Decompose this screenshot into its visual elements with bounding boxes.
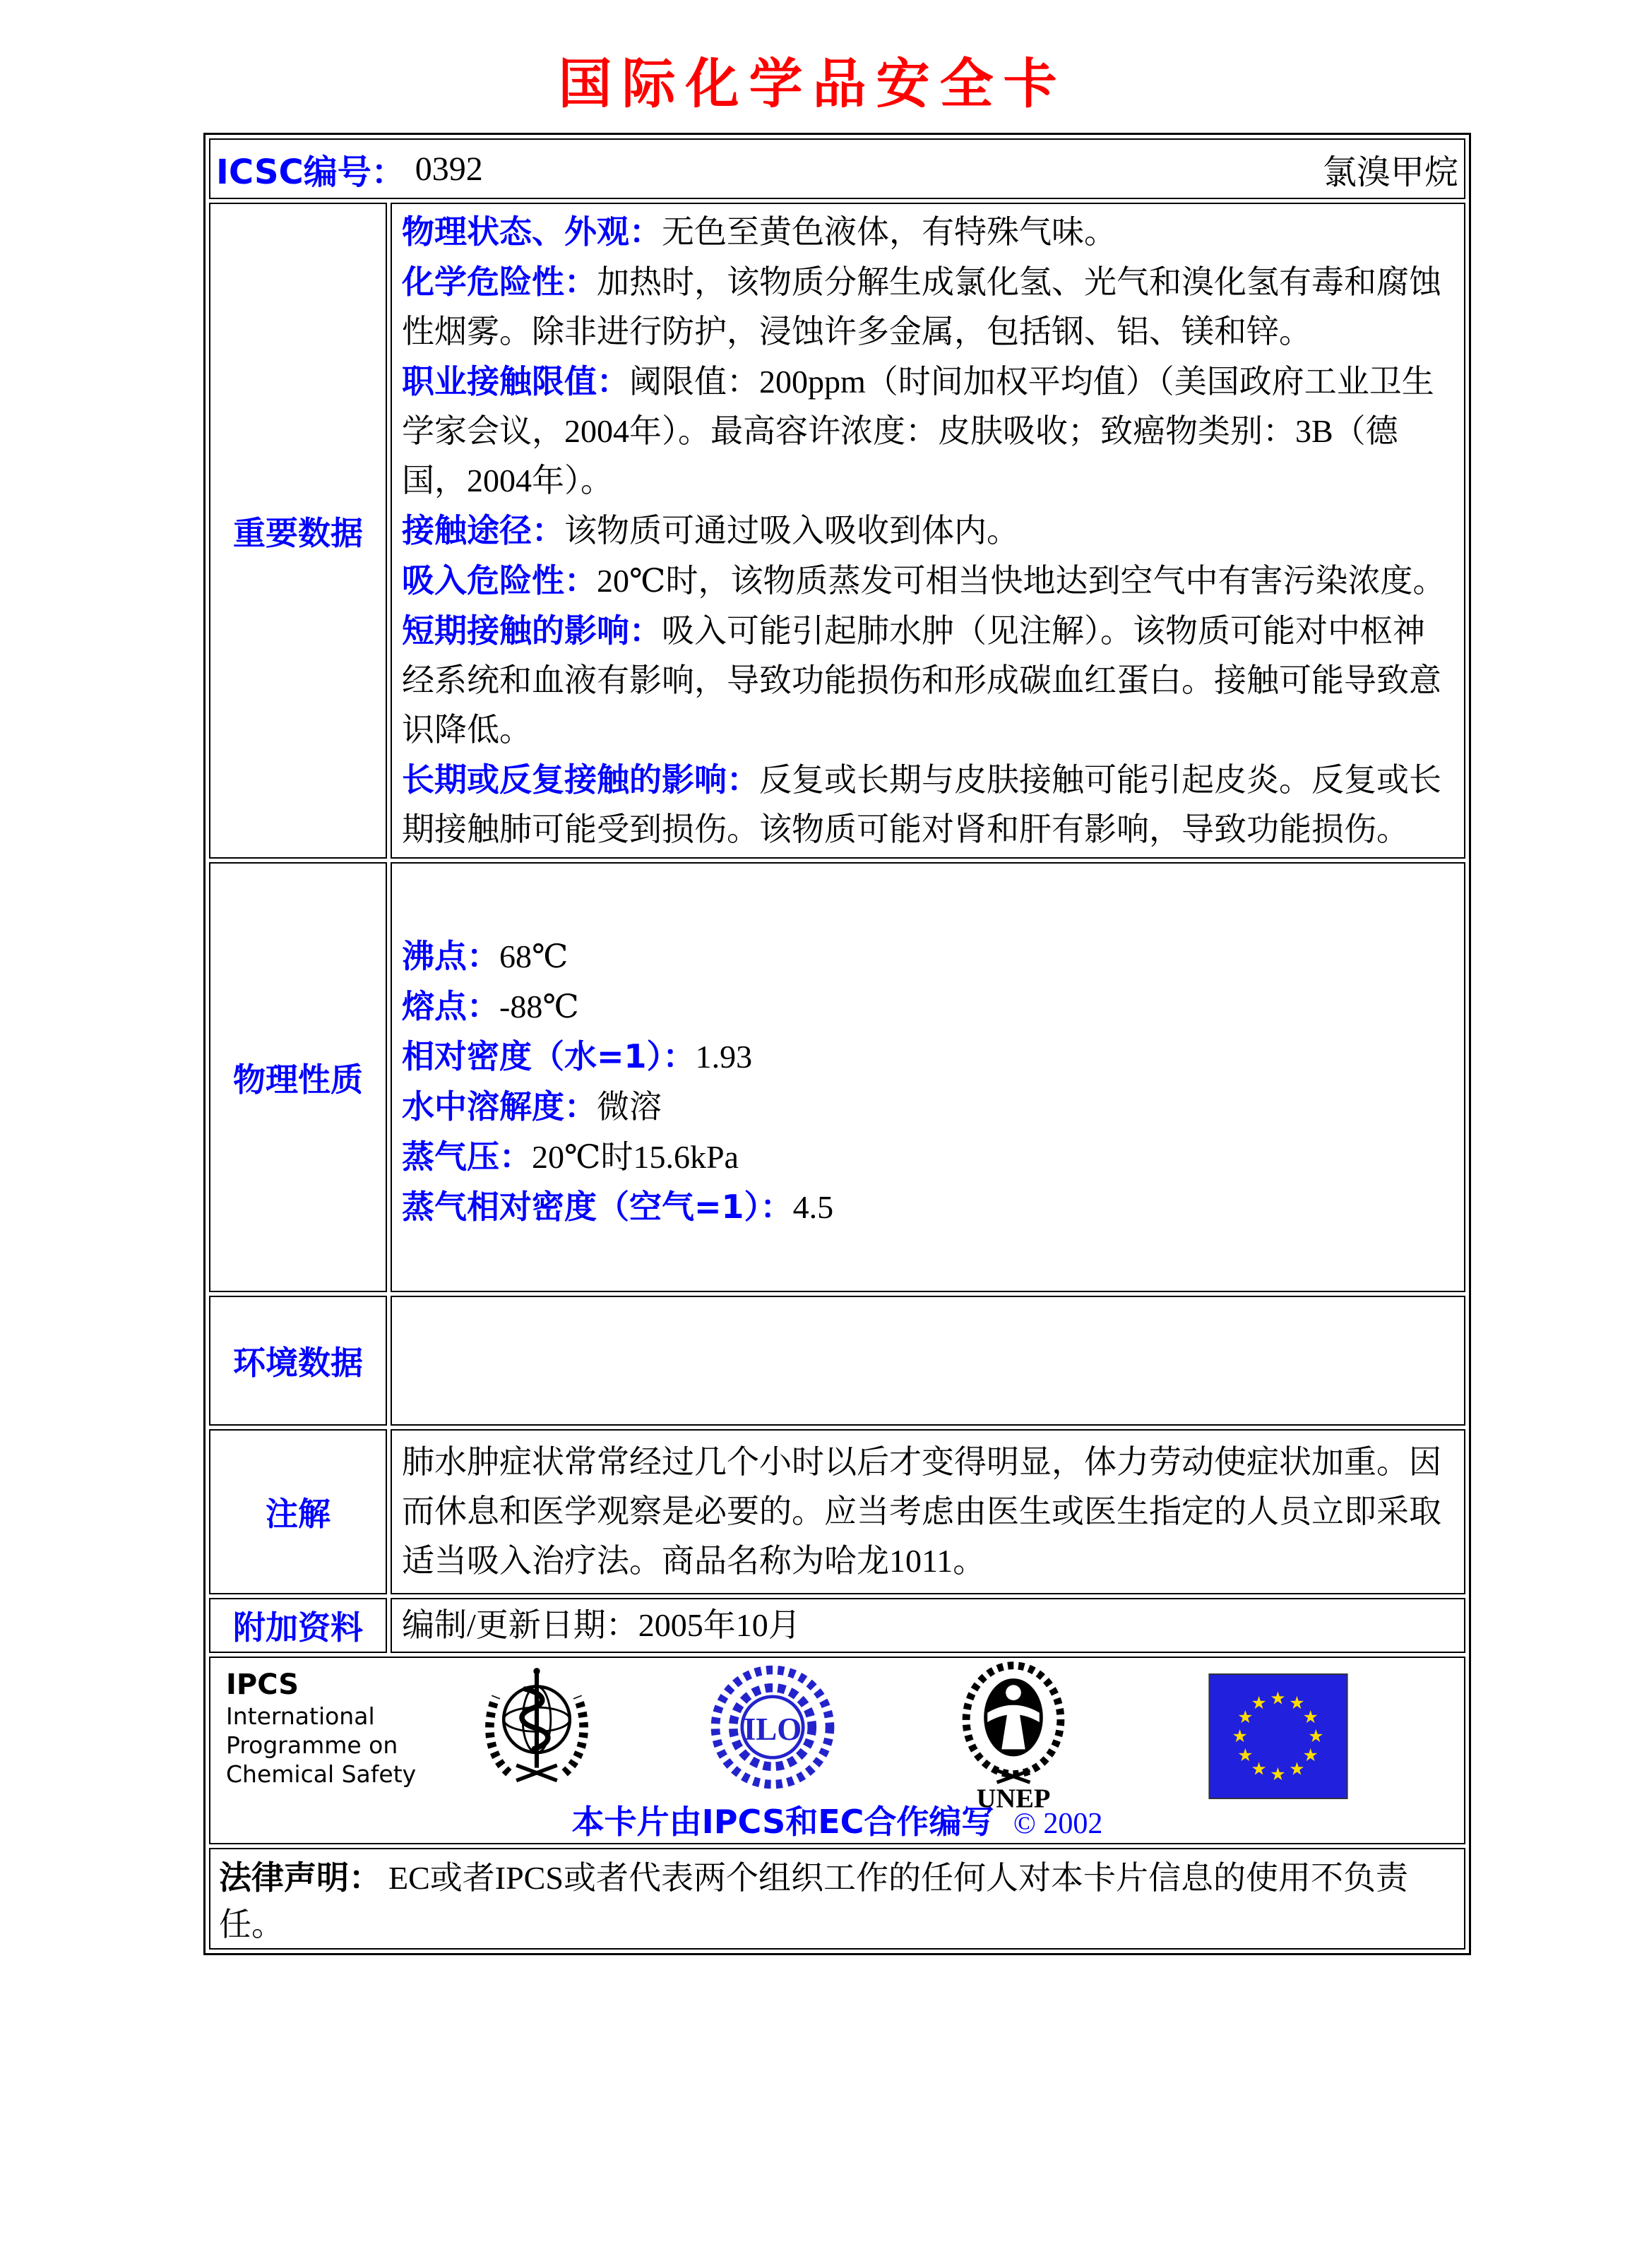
svg-text:★: ★ bbox=[1237, 1707, 1254, 1728]
data-item bbox=[402, 606, 1454, 755]
ilo-logo-icon bbox=[709, 1664, 836, 1791]
item-label: 熔点： bbox=[402, 986, 499, 1025]
ipcs-acronym: IPCS bbox=[226, 1669, 299, 1701]
data-item bbox=[402, 506, 1454, 556]
additional-info-row bbox=[209, 1598, 1465, 1653]
item-text: 吸入可能引起肺水肿（见注解）。该物质可能对中枢神经系统和血液有影响，导致功能损伤和形成碳血红蛋白。接触可能导致意识降低。 bbox=[402, 613, 1441, 748]
data-item bbox=[402, 257, 1454, 357]
environmental-data-row bbox=[209, 1296, 1465, 1426]
eu-flag-icon bbox=[1208, 1673, 1349, 1799]
item-label: 长期或反复接触的影响： bbox=[402, 760, 759, 799]
property-item bbox=[402, 1082, 1454, 1132]
item-text: 68℃ bbox=[499, 938, 569, 974]
data-item bbox=[402, 755, 1454, 854]
footer-caption-main: 本卡片由IPCS和EC合作编写 bbox=[571, 1803, 994, 1841]
svg-text:★: ★ bbox=[1270, 1688, 1286, 1709]
header-cell bbox=[209, 138, 1465, 199]
important-data-row-label: 重要数据 bbox=[209, 203, 387, 859]
ilo-monogram: ILO bbox=[743, 1712, 802, 1747]
svg-text:★: ★ bbox=[1270, 1764, 1286, 1785]
footer-logos bbox=[210, 1658, 1464, 1843]
legal-label: 法律声明： bbox=[219, 1858, 381, 1897]
item-text: 无色至黄色液体，有特殊气味。 bbox=[662, 214, 1117, 250]
data-item bbox=[402, 357, 1454, 506]
svg-text:★: ★ bbox=[1302, 1745, 1319, 1766]
item-label: 物理状态、外观： bbox=[402, 213, 662, 251]
physical-properties-content bbox=[391, 862, 1465, 1292]
item-text: 该物质可通过吸入吸收到体内。 bbox=[564, 513, 1019, 549]
notes-row bbox=[209, 1429, 1465, 1594]
data-item bbox=[402, 207, 1454, 257]
header-row bbox=[209, 138, 1465, 199]
svg-text:★: ★ bbox=[1289, 1758, 1305, 1779]
important-data-content bbox=[391, 203, 1465, 859]
page-title: 国际化学品安全卡 bbox=[558, 52, 1067, 115]
notes-row-label: 注解 bbox=[209, 1429, 387, 1594]
logos-cell bbox=[209, 1657, 1465, 1844]
icsc-number-value: 0392 bbox=[415, 150, 483, 188]
icsc-card-table bbox=[203, 133, 1471, 1955]
svg-text:★: ★ bbox=[1232, 1726, 1248, 1747]
ipcs-line: Chemical Safety bbox=[226, 1760, 417, 1788]
ipcs-line: International bbox=[226, 1702, 375, 1730]
svg-text:★: ★ bbox=[1302, 1707, 1319, 1728]
item-label: 水中溶解度： bbox=[402, 1087, 597, 1126]
item-text: 微溶 bbox=[597, 1088, 662, 1125]
footer-caption-copyright: © 2002 bbox=[1013, 1808, 1103, 1840]
environmental-data-content bbox=[391, 1296, 1465, 1426]
item-text: 4.5 bbox=[792, 1188, 834, 1225]
physical-properties-row-label: 物理性质 bbox=[209, 862, 387, 1292]
item-label: 相对密度（水=1）： bbox=[402, 1037, 696, 1075]
item-text: 20℃时15.6kPa bbox=[532, 1138, 739, 1175]
property-item bbox=[402, 981, 1454, 1032]
svg-text:★: ★ bbox=[1308, 1726, 1324, 1747]
item-label: 蒸气相对密度（空气=1）： bbox=[402, 1187, 793, 1226]
legal-text: EC或者IPCS或者代表两个组织工作的任何人对本卡片信息的使用不负责任。 bbox=[219, 1860, 1408, 1942]
footer-caption bbox=[210, 1796, 1464, 1843]
item-text: 阈限值：200ppm（时间加权平均值）（美国政府工业卫生学家会议，2004年）。最高容许浓度：皮肤吸收；致癌物类别：3B（德国，2004年）。 bbox=[402, 364, 1434, 499]
important-data-row bbox=[209, 203, 1465, 859]
item-label: 沸点： bbox=[402, 936, 499, 975]
svg-text:★: ★ bbox=[1251, 1758, 1267, 1779]
environmental-data-row-label: 环境数据 bbox=[209, 1296, 387, 1426]
ipcs-line: Programme on bbox=[226, 1731, 398, 1759]
property-item bbox=[402, 1032, 1454, 1082]
item-text: -88℃ bbox=[499, 988, 579, 1025]
svg-text:★: ★ bbox=[1237, 1745, 1254, 1766]
item-label: 职业接触限值： bbox=[402, 362, 629, 400]
item-label: 吸入危险性： bbox=[402, 561, 597, 599]
property-item bbox=[402, 1182, 1454, 1232]
svg-text:★: ★ bbox=[1251, 1693, 1267, 1714]
legal-cell bbox=[209, 1848, 1465, 1950]
unep-logo-icon bbox=[953, 1661, 1073, 1812]
item-label: 接触途径： bbox=[402, 511, 564, 549]
item-text: 20℃时，该物质蒸发可相当快地达到空气中有害污染浓度。 bbox=[597, 563, 1446, 599]
item-text: 加热时，该物质分解生成氯化氢、光气和溴化氢有毒和腐蚀性烟雾。除非进行防护，浸蚀许多金属，包括钢、铝、镁和锌。 bbox=[402, 264, 1441, 350]
svg-text:★: ★ bbox=[1289, 1693, 1305, 1714]
icsc-number-label: ICSC编号： bbox=[216, 152, 405, 192]
ipcs-text-block bbox=[226, 1668, 416, 1789]
property-item bbox=[402, 1132, 1454, 1182]
item-text: 反复或长期与皮肤接触可能引起皮炎。反复或长期接触肺可能受到损伤。该物质可能对肾和肝有影响，导致功能损伤。 bbox=[402, 762, 1441, 847]
physical-properties-row bbox=[209, 862, 1465, 1292]
data-item bbox=[402, 556, 1454, 606]
item-label: 短期接触的影响： bbox=[402, 611, 662, 650]
legal-row bbox=[209, 1848, 1465, 1950]
who-logo-icon bbox=[473, 1664, 600, 1791]
notes-content: 肺水肿症状常常经过几个小时以后才变得明显，体力劳动使症状加重。因而休息和医学观察是必要的。应当考虑由医生或医生指定的人员立即采取适当吸入治疗法。商品名称为哈龙1011。 bbox=[391, 1429, 1465, 1594]
unep-caption: UNEP bbox=[976, 1784, 1051, 1812]
item-text: 1.93 bbox=[695, 1038, 753, 1075]
chemical-name: 氯溴甲烷 bbox=[1322, 153, 1458, 191]
property-item bbox=[402, 931, 1454, 981]
additional-info-content: 编制/更新日期：2005年10月 bbox=[391, 1598, 1465, 1653]
item-label: 蒸气压： bbox=[402, 1137, 532, 1176]
additional-info-row-label: 附加资料 bbox=[209, 1598, 387, 1653]
logos-row bbox=[209, 1657, 1465, 1844]
item-label: 化学危险性： bbox=[402, 263, 597, 301]
